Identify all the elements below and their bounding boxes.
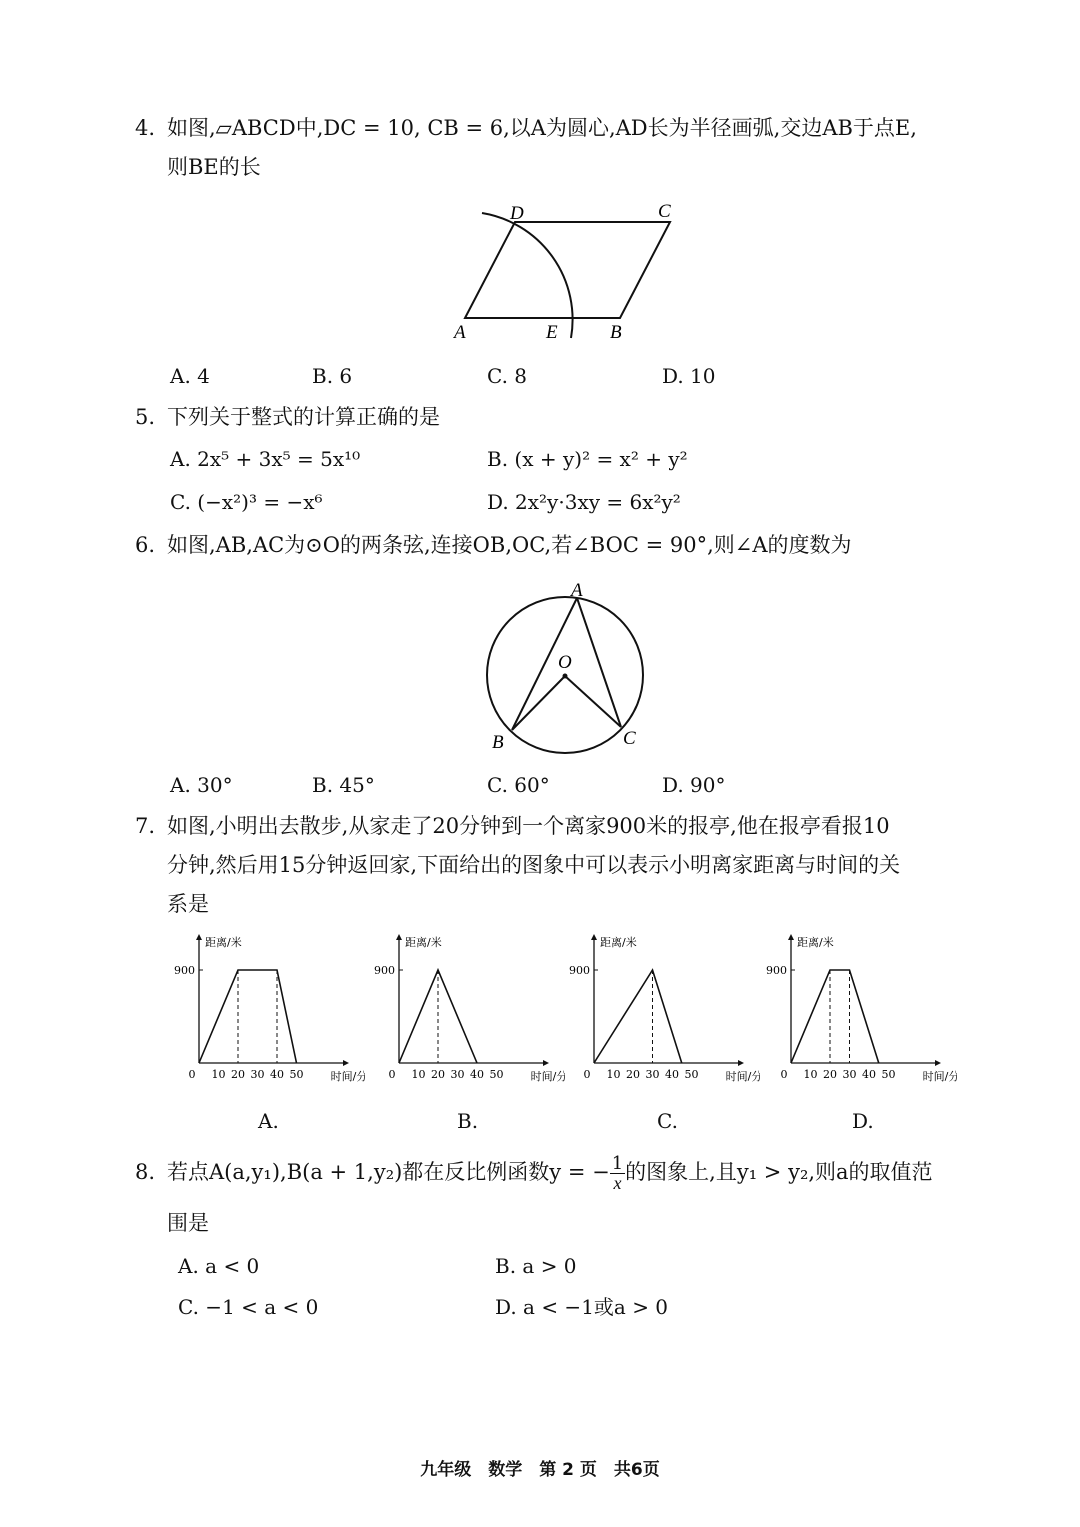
graph-a-svg (165, 930, 365, 1090)
y-tick-label: 900 (374, 964, 395, 977)
x-tick-label: 20 (231, 1068, 245, 1081)
x-axis-label: 时间/分 (530, 1070, 565, 1083)
q7-text-1: 如图,小明出去散步,从家走了20分钟到一个离家900米的报亭,他在报亭看报10 (167, 814, 890, 838)
y-axis-arrow (396, 934, 402, 940)
y-axis-label: 距离/米 (600, 936, 637, 949)
x-tick-label: 10 (803, 1068, 818, 1081)
radius-ob (512, 676, 565, 730)
x-tick-label: 20 (431, 1068, 445, 1081)
label-c: C (658, 201, 671, 222)
q4-option-d: D. 10 (662, 364, 716, 388)
page-footer: 九年级 数学 第 2 页 共6页 (420, 1460, 660, 1480)
q6-number: 6. (135, 533, 156, 557)
q7-graph-c (560, 930, 760, 1094)
x-tick-label: 0 (188, 1068, 196, 1081)
label-b: B (610, 322, 622, 343)
q6-option-a: A. 30° (170, 773, 233, 797)
distance-time-line (199, 970, 297, 1063)
y-tick-label: 900 (569, 964, 590, 977)
q4-option-a: A. 4 (170, 364, 210, 388)
q8-fraction (610, 1155, 625, 1192)
x-axis-label: 时间/分 (725, 1070, 760, 1083)
q7-line2: 分钟,然后用15分钟返回家,下面给出的图象中可以表示小明离家距离与时间的关 (167, 853, 901, 877)
q8-option-d: D. a < −1或a > 0 (495, 1295, 669, 1319)
label-d: D (510, 203, 524, 224)
x-axis-arrow (543, 1060, 549, 1066)
x-tick-label: 0 (780, 1068, 788, 1081)
q6-text: 如图,AB,AC为⊙O的两条弦,连接OB,OC,若∠BOC = 90°,则∠A的度数为 (167, 533, 852, 557)
q7-graph-d (757, 930, 957, 1094)
graph-caption-d: D. (852, 1109, 874, 1133)
x-tick-label: 30 (842, 1068, 857, 1081)
q4-line1 (135, 113, 917, 143)
graph-b-svg (365, 930, 565, 1090)
q8-number: 8. (135, 1160, 156, 1184)
fraction-numerator: 1 (611, 1153, 624, 1174)
q5-number: 5. (135, 405, 156, 429)
q8-option-c: C. −1 < a < 0 (178, 1295, 319, 1319)
y-axis-arrow (591, 934, 597, 940)
q5-option-c: C. (−x²)³ = −x⁶ (170, 490, 323, 514)
q5-line1 (135, 402, 440, 432)
q7-graph-a (165, 930, 365, 1094)
q5-option-b: B. (x + y)² = x² + y² (487, 447, 688, 471)
q4-option-c: C. 8 (487, 364, 528, 388)
q5-text: 下列关于整式的计算正确的是 (167, 405, 440, 429)
q7-number: 7. (135, 814, 156, 838)
label-o: O (558, 652, 572, 673)
graph-caption-c: C. (657, 1109, 678, 1133)
graph-caption-b: B. (457, 1109, 479, 1133)
center-point-o (563, 674, 568, 679)
x-axis-label: 时间/分 (922, 1070, 957, 1083)
y-axis-arrow (196, 934, 202, 940)
x-tick-label: 10 (606, 1068, 621, 1081)
parallelogram-abcd (465, 222, 670, 318)
arc-de (482, 213, 573, 338)
q8-option-b: B. a > 0 (495, 1254, 577, 1278)
x-tick-label: 0 (388, 1068, 396, 1081)
x-axis-label: 时间/分 (330, 1070, 365, 1083)
x-tick-label: 40 (470, 1068, 484, 1081)
y-axis-label: 距离/米 (797, 936, 834, 949)
y-tick-label: 900 (766, 964, 787, 977)
x-tick-label: 30 (645, 1068, 660, 1081)
label-a: A (454, 322, 466, 343)
q6-line1 (135, 530, 852, 560)
q4-option-b: B. 6 (312, 364, 353, 388)
q6-option-c: C. 60° (487, 773, 550, 797)
q5-option-d: D. 2x²y·3xy = 6x²y² (487, 490, 681, 514)
y-axis-arrow (788, 934, 794, 940)
x-tick-label: 40 (665, 1068, 679, 1081)
y-axis-label: 距离/米 (405, 936, 442, 949)
x-axis-arrow (935, 1060, 941, 1066)
x-tick-label: 20 (626, 1068, 640, 1081)
q4-parallelogram-figure (440, 195, 690, 345)
q8-line2: 围是 (167, 1211, 209, 1235)
distance-time-line (594, 970, 682, 1063)
x-tick-label: 40 (270, 1068, 284, 1081)
x-tick-label: 50 (489, 1068, 504, 1081)
label-e: E (546, 322, 558, 343)
graph-c-svg (560, 930, 760, 1090)
q7-graph-b (365, 930, 565, 1094)
q8-option-a: A. a < 0 (178, 1254, 260, 1278)
y-tick-label: 900 (174, 964, 195, 977)
q4-number: 4. (135, 116, 156, 140)
x-tick-label: 50 (684, 1068, 699, 1081)
x-tick-label: 30 (250, 1068, 265, 1081)
fraction-denominator: x (613, 1173, 622, 1193)
q4-text-1: 如图,▱ABCD中,DC = 10, CB = 6,以A为圆心,AD长为半径画弧,交边AB于点E, (167, 116, 917, 140)
x-axis-arrow (738, 1060, 744, 1066)
q8-line1 (135, 1150, 933, 1194)
q6-option-d: D. 90° (662, 773, 726, 797)
q6-circle-figure (470, 572, 660, 757)
x-axis-arrow (343, 1060, 349, 1066)
x-tick-label: 10 (411, 1068, 426, 1081)
x-tick-label: 0 (583, 1068, 591, 1081)
q8-text-1b: 的图象上,且y₁ > y₂,则a的取值范 (625, 1160, 933, 1184)
q4-line2: 则BE的长 (167, 155, 261, 179)
q8-text-1a: 若点A(a,y₁),B(a + 1,y₂)都在反比例函数y = − (167, 1160, 610, 1184)
x-tick-label: 40 (862, 1068, 876, 1081)
label-b: B (492, 732, 504, 753)
distance-time-line (791, 970, 879, 1063)
graph-d-svg (757, 930, 957, 1090)
q7-line3: 系是 (167, 892, 209, 916)
y-axis-label: 距离/米 (205, 936, 242, 949)
label-c: C (623, 728, 636, 749)
label-a: A (571, 580, 583, 601)
x-tick-label: 20 (823, 1068, 837, 1081)
x-tick-label: 30 (450, 1068, 465, 1081)
q5-option-a: A. 2x⁵ + 3x⁵ = 5x¹⁰ (170, 447, 361, 471)
q7-line1 (135, 811, 890, 841)
x-tick-label: 50 (881, 1068, 896, 1081)
graph-caption-a: A. (258, 1109, 279, 1133)
q6-option-b: B. 45° (312, 773, 375, 797)
x-tick-label: 10 (211, 1068, 226, 1081)
x-tick-label: 50 (289, 1068, 304, 1081)
